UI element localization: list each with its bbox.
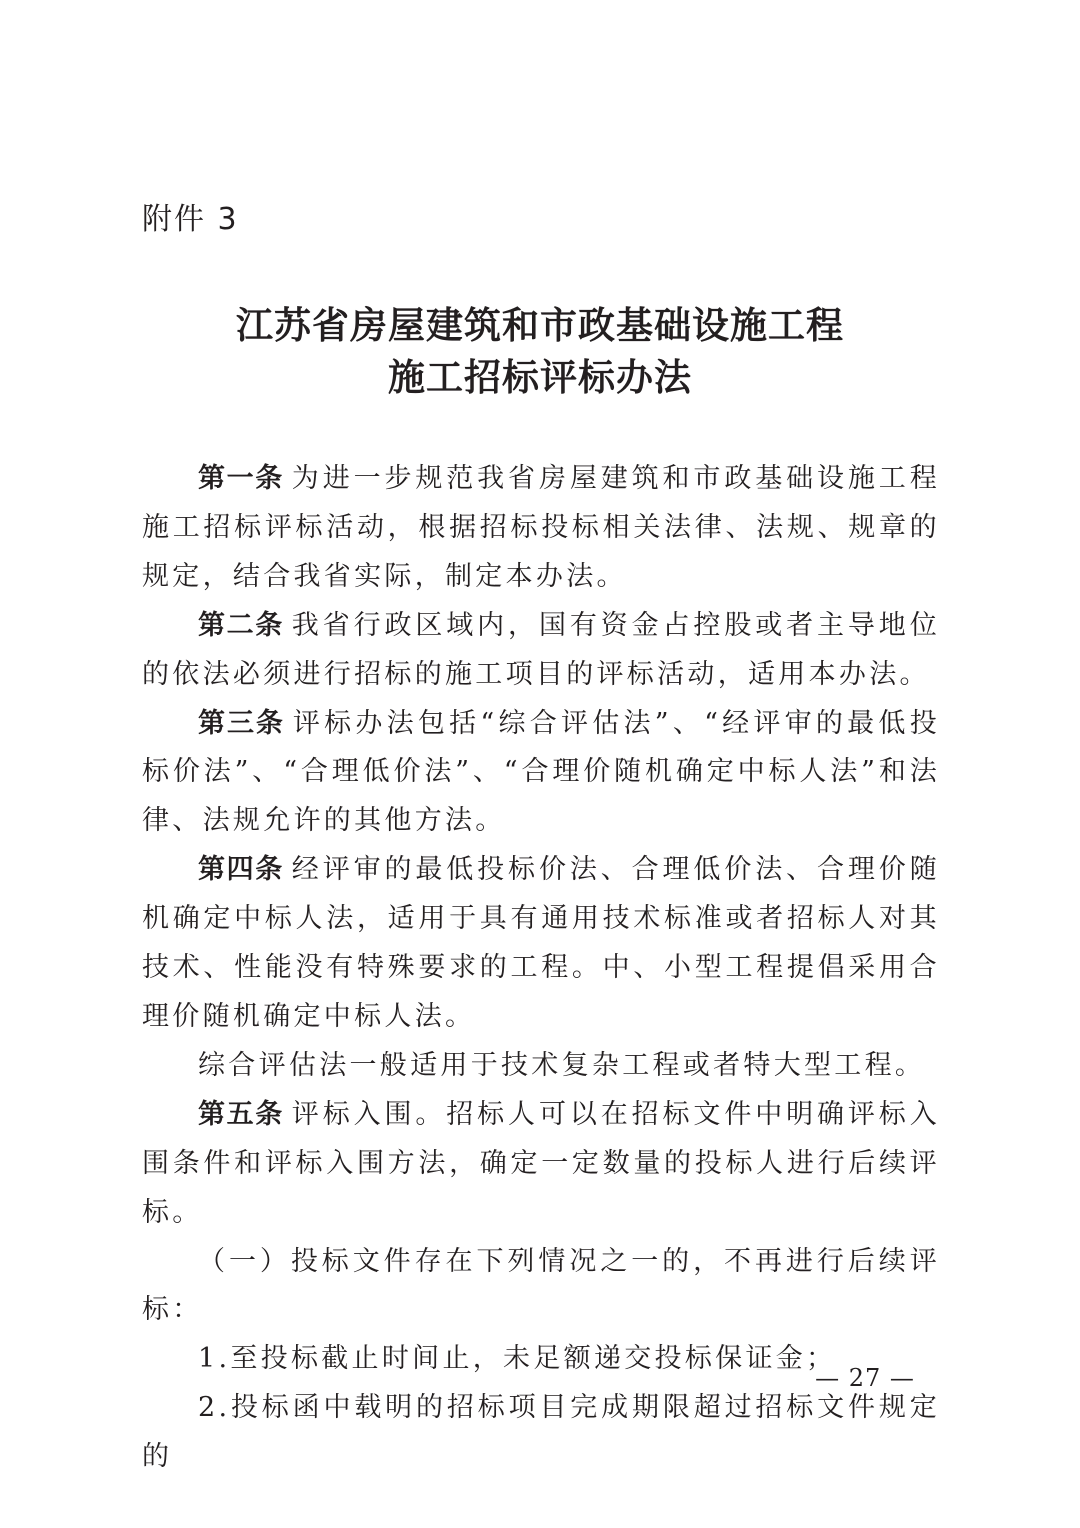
paragraph-article-3 — [142, 700, 940, 847]
document-title-line-1: 江苏省房屋建筑和市政基础设施工程 — [236, 303, 844, 347]
paragraph-text: 评标办法包括“综合评估法”、“经评审的最低投标价法”、“合理低价法”、“合理价随机确定中标人法”和法律、法规允许的其他方法。 — [142, 707, 940, 837]
paragraph-text: 经评审的最低投标价法、合理低价法、合理价随机确定中标人法，适用于具有通用技术标准或者招标人对其技术、性能没有特殊要求的工程。中、小型工程提倡采用合理价随机确定中标人法。 — [142, 854, 940, 1032]
paragraph-text: 综合评估法一般适用于技术复杂工程或者特大型工程。 — [198, 1049, 926, 1081]
article-heading: 第四条 — [198, 854, 284, 886]
paragraph-article-4-continued — [142, 1042, 940, 1091]
attachment-label: 附件 3 — [142, 202, 239, 237]
article-heading: 第一条 — [198, 463, 284, 494]
paragraph-article-5 — [142, 1091, 940, 1238]
paragraph-article-4 — [142, 846, 940, 1042]
paragraph-item-2 — [142, 1384, 940, 1482]
paragraph-text: （一）投标文件存在下列情况之一的，不再进行后续评标： — [142, 1245, 940, 1326]
paragraph-text: 我省行政区域内，国有资金占控股或者主导地位的依法必须进行招标的施工项目的评标活动，适用本办法。 — [142, 609, 940, 690]
article-heading: 第五条 — [198, 1098, 284, 1130]
paragraph-article-2 — [142, 602, 940, 700]
article-heading: 第三条 — [198, 707, 285, 739]
paragraph-article-1 — [142, 455, 940, 602]
page-number: — 27 — — [815, 1364, 915, 1392]
paragraph-text: 为进一步规范我省房屋建筑和市政基础设施工程施工招标评标活动，根据招标投标相关法律、法规、规章的规定，结合我省实际，制定本办法。 — [142, 463, 940, 592]
document-title-line-2: 施工招标评标办法 — [388, 355, 692, 399]
article-heading: 第二条 — [198, 609, 284, 641]
document-body — [142, 455, 940, 1482]
paragraph-text: 2.投标函中载明的招标项目完成期限超过招标文件规定的 — [142, 1392, 940, 1473]
paragraph-text: 评标入围。招标人可以在招标文件中明确评标入围条件和评标入围方法，确定一定数量的投标人进行后续评标。 — [142, 1098, 940, 1228]
paragraph-text: 1.至投标截止时间止，未足额递交投标保证金； — [198, 1343, 837, 1375]
paragraph-clause-1 — [142, 1238, 940, 1336]
